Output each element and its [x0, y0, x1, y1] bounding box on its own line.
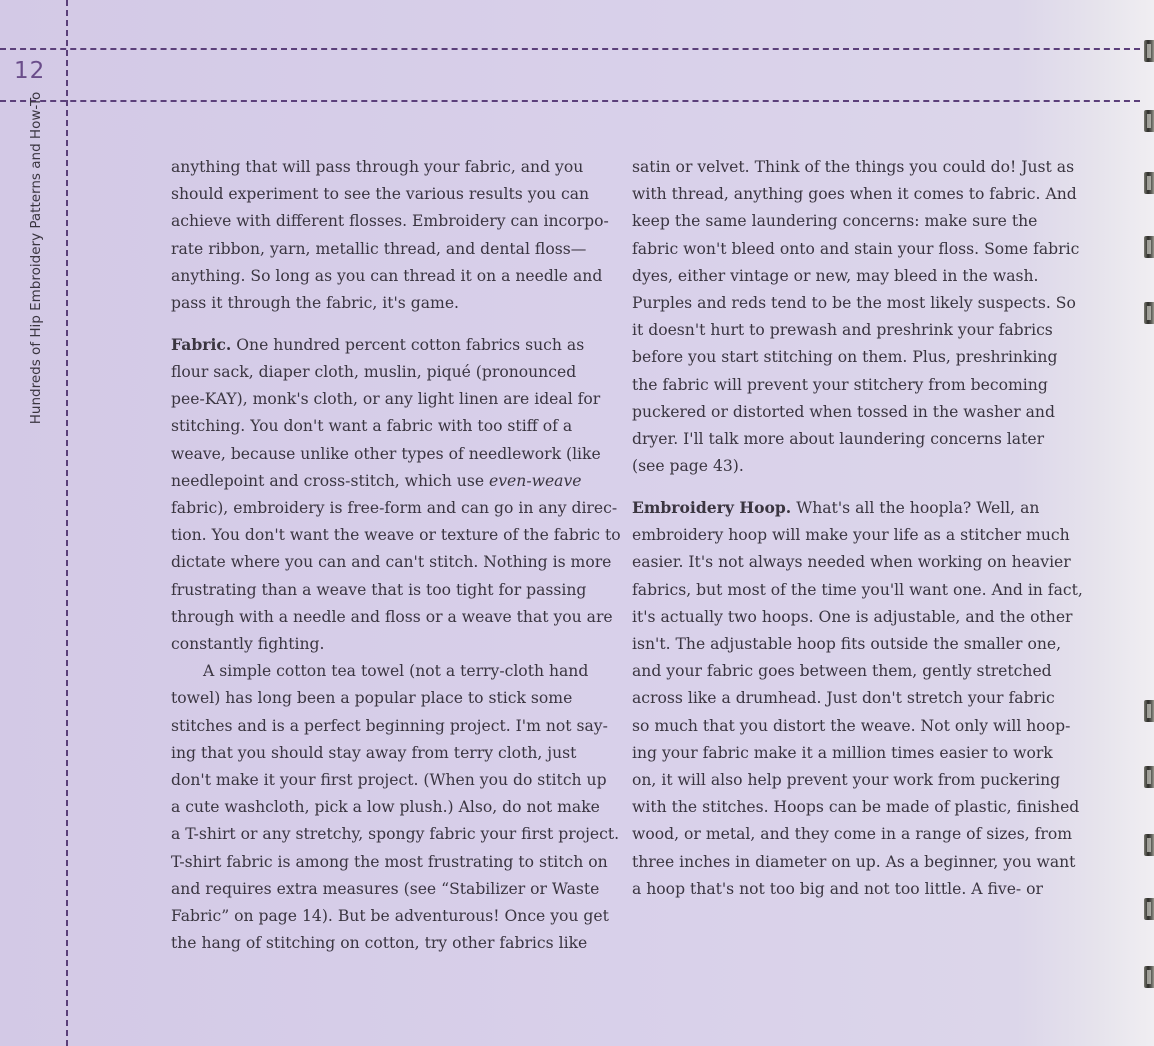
- text-line: constantly fighting.: [171, 634, 325, 653]
- text-line: anything. So long as you can thread it on a needle and: [171, 266, 603, 285]
- binding-tab: [1144, 766, 1154, 788]
- text-line: wood, or metal, and they come in a range of sizes, from: [632, 825, 1073, 844]
- binding-tab: [1144, 40, 1154, 62]
- text-line: [171, 331, 611, 359]
- text-line: so much that you distort the weave. Not only will hoop-: [632, 716, 1071, 735]
- text-line: A simple cotton tea towel (not a terry-cloth hand: [203, 662, 589, 681]
- text-line: weave, because unlike other types of needlework (like: [171, 444, 601, 463]
- text-line: pass it through the fabric, it's game.: [171, 294, 460, 313]
- text-line: isn't. The adjustable hoop fits outside the smaller one,: [632, 634, 1062, 653]
- text-line: embroidery hoop will make your life as a stitcher much: [632, 526, 1070, 545]
- text-line: a cute washcloth, pick a low plush.) Also, do not make: [171, 798, 600, 817]
- paragraph-fabric: [171, 331, 621, 658]
- text-line: should experiment to see the various results you can: [171, 185, 590, 204]
- text-line: (see page 43).: [632, 457, 744, 476]
- text-run: One hundred percent cotton fabrics such as: [231, 335, 585, 354]
- text-line: tion. You don't want the weave or texture of the fabric to: [171, 526, 621, 545]
- text-line: a T-shirt or any stretchy, spongy fabric your first project.: [171, 825, 620, 844]
- text-line: achieve with different flosses. Embroidery can incorpo-: [171, 212, 609, 231]
- text-line: dyes, either vintage or new, may bleed in the wash.: [632, 266, 1039, 285]
- binding-tab: [1144, 110, 1154, 132]
- text-line: on, it will also help prevent your work from puckering: [632, 770, 1061, 789]
- text-line: Purples and reds tend to be the most likely suspects. So: [632, 294, 1076, 313]
- binding-tab: [1144, 700, 1154, 722]
- text-line: with the stitches. Hoops can be made of plastic, finished: [632, 798, 1080, 817]
- text-line: satin or velvet. Think of the things you could do! Just as: [632, 158, 1075, 176]
- binding-tab: [1144, 236, 1154, 258]
- text-run: What's all the hoopla? Well, an: [791, 498, 1040, 517]
- text-line: dryer. I'll talk more about laundering concerns later: [632, 430, 1045, 449]
- text-line: before you start stitching on them. Plus, preshrinking: [632, 348, 1058, 367]
- text-line: fabrics, but most of the time you'll want one. And in fact,: [632, 580, 1083, 599]
- text-line: pee-KAY), monk's cloth, or any light linen are ideal for: [171, 390, 601, 409]
- text-line: fabric won't bleed onto and stain your floss. Some fabric: [632, 239, 1080, 258]
- text-line: with thread, anything goes when it comes to fabric. And: [632, 185, 1077, 204]
- text-line: dictate where you can and can't stitch. Nothing is more: [171, 553, 612, 572]
- text-line: [171, 468, 611, 495]
- italic-term: even-weave: [489, 471, 582, 490]
- text-line: anything that will pass through your fabric, and you: [171, 158, 584, 176]
- paragraph-satin: [632, 154, 1078, 480]
- paragraph-hoop: [632, 494, 1083, 903]
- text-line: ing your fabric make it a million times easier to work: [632, 743, 1053, 762]
- text-line: and your fabric goes between them, gently stretched: [632, 662, 1052, 681]
- text-line: the hang of stitching on cotton, try other fabrics like: [171, 934, 588, 953]
- text-line: stitching. You don't want a fabric with too stiff of a: [171, 417, 573, 436]
- text-line: puckered or distorted when tossed in the washer and: [632, 402, 1055, 421]
- text-run: needlepoint and cross-stitch, which use: [171, 471, 490, 490]
- text-line: Fabric” on page 14). But be adventurous! Once you get: [171, 906, 609, 925]
- text-line: and requires extra measures (see “Stabilizer or Waste: [171, 879, 600, 898]
- binding-tab: [1144, 834, 1154, 856]
- text-line: ing that you should stay away from terry cloth, just: [171, 743, 577, 762]
- text-line: rate ribbon, yarn, metallic thread, and dental floss—: [171, 239, 587, 258]
- paragraph-tea-towel: [171, 658, 620, 957]
- text-line: frustrating than a weave that is too tight for passing: [171, 580, 587, 599]
- text-line: it's actually two hoops. One is adjustable, and the other: [632, 607, 1073, 626]
- binding-tab: [1144, 898, 1154, 920]
- text-line: the fabric will prevent your stitchery from becoming: [632, 375, 1048, 394]
- binding-tab: [1144, 302, 1154, 324]
- text-line: fabric), embroidery is free-form and can go in any direc-: [171, 498, 618, 517]
- text-line: T-shirt fabric is among the most frustrating to stitch on: [171, 852, 608, 871]
- text-line: three inches in diameter on up. As a beginner, you want: [632, 852, 1076, 871]
- text-line: stitches and is a perfect beginning project. I'm not say-: [171, 716, 608, 735]
- text-line: a hoop that's not too big and not too little. A five- or: [632, 879, 1043, 898]
- header-rule-top: [0, 48, 1140, 50]
- page-number: 12: [14, 58, 46, 84]
- binding-tab: [1144, 172, 1154, 194]
- header-rule-bottom: [0, 100, 1140, 102]
- margin-rule: [66, 0, 68, 1046]
- text-line: flour sack, diaper cloth, muslin, piqué (pronounced: [171, 362, 577, 381]
- binding-tab: [1144, 966, 1154, 988]
- text-line: keep the same laundering concerns: make sure the: [632, 212, 1038, 231]
- fabric-heading: Fabric.: [171, 334, 232, 354]
- text-line: it doesn't hurt to prewash and preshrink your fabrics: [632, 321, 1053, 340]
- text-line: don't make it your first project. (When you do stitch up: [171, 770, 607, 789]
- left-column: [171, 154, 621, 957]
- text-line: across like a drumhead. Just don't stretch your fabric: [632, 689, 1055, 708]
- text-line: towel) has long been a popular place to stick some: [171, 689, 573, 708]
- paragraph-flosses: [171, 154, 611, 317]
- text-line: through with a needle and floss or a weave that you are: [171, 607, 613, 626]
- hoop-heading: Embroidery Hoop.: [632, 497, 792, 517]
- text-line: easier. It's not always needed when working on heavier: [632, 553, 1071, 572]
- text-line: [632, 494, 1078, 522]
- running-head-text: Hundreds of Hip Embroidery Patterns and How-To: [28, 91, 44, 425]
- right-column: [632, 154, 1083, 903]
